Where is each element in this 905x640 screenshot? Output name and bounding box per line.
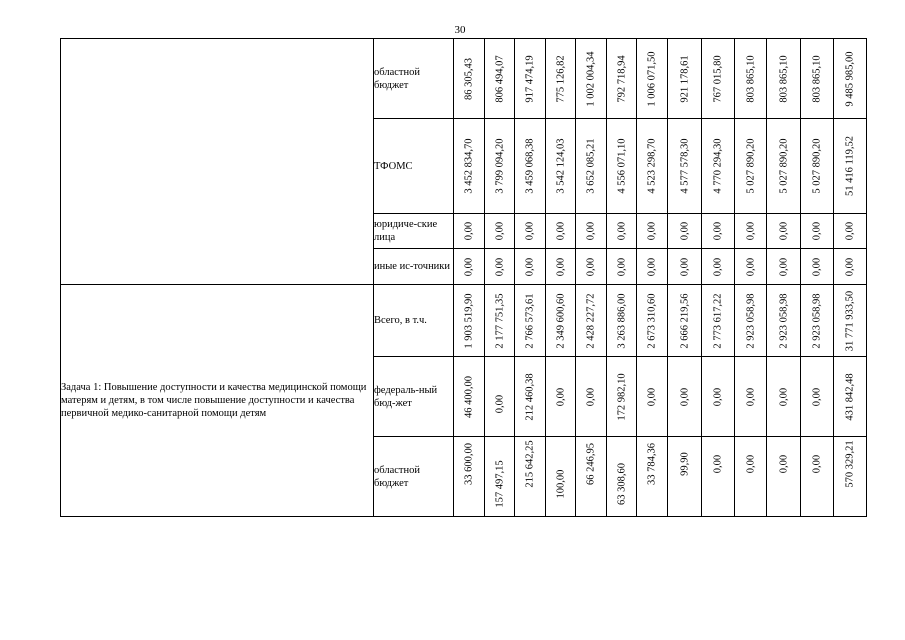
value-text: 46 400,00 (463, 375, 475, 418)
value-text: 0,00 (679, 257, 690, 276)
value-text: 3 652 085,21 (585, 138, 597, 194)
value-text: 0,00 (811, 221, 823, 241)
value-cell (735, 39, 767, 119)
value-cell (576, 285, 607, 357)
value-cell (637, 214, 668, 249)
value-text: 0,00 (778, 387, 789, 406)
value-text: 0,00 (778, 257, 789, 276)
value-cell (834, 214, 867, 249)
value-cell (637, 357, 668, 437)
value-text: 0,00 (745, 221, 756, 241)
value-text: 0,00 (745, 454, 756, 474)
value-cell (485, 214, 515, 249)
value-text: 3 452 834,70 (463, 138, 475, 194)
value-cell (546, 39, 576, 119)
value-cell (485, 39, 515, 119)
value-cell (515, 437, 546, 517)
value-cell (637, 285, 668, 357)
funding-source: иные ис-точники (374, 249, 454, 285)
value-cell (834, 357, 867, 437)
value-text: 157 497,15 (494, 460, 505, 509)
value-cell (576, 357, 607, 437)
value-text: 2 666 219,56 (679, 292, 690, 349)
value-text: 51 416 119,52 (844, 136, 856, 196)
value-text: 3 799 094,20 (494, 138, 505, 194)
value-cell (767, 119, 801, 214)
value-cell (735, 437, 767, 517)
value-cell (485, 285, 515, 357)
value-text: 767 015,80 (712, 54, 724, 103)
value-cell (702, 285, 735, 357)
funding-source: Всего, в т.ч. (374, 285, 454, 357)
value-cell (767, 249, 801, 285)
value-text: 3 263 886,00 (616, 292, 627, 349)
value-cell (515, 119, 546, 214)
value-text: 0,00 (524, 257, 536, 276)
value-text: 0,00 (811, 257, 823, 276)
value-cell (607, 119, 637, 214)
value-text: 33 784,36 (646, 442, 658, 485)
value-cell (515, 214, 546, 249)
budget-table (60, 38, 867, 517)
value-text: 921 178,61 (679, 54, 690, 103)
value-cell (801, 357, 834, 437)
value-cell (801, 249, 834, 285)
value-cell (735, 214, 767, 249)
value-text: 2 923 058,98 (745, 292, 756, 349)
table-row (61, 285, 867, 357)
value-cell (637, 249, 668, 285)
value-text: 63 308,60 (616, 463, 627, 506)
value-text: 0,00 (679, 221, 690, 241)
value-cell (834, 249, 867, 285)
value-cell (668, 437, 702, 517)
value-cell (767, 285, 801, 357)
value-cell (454, 39, 485, 119)
value-cell (668, 119, 702, 214)
value-cell (801, 285, 834, 357)
value-text: 1 002 004,34 (585, 50, 597, 107)
value-cell (515, 249, 546, 285)
value-text: 4 556 071,10 (616, 138, 627, 194)
value-text: 5 027 890,20 (811, 138, 823, 194)
value-cell (485, 437, 515, 517)
value-cell (735, 249, 767, 285)
value-text: 0,00 (463, 221, 475, 241)
value-text: 100,00 (555, 469, 566, 499)
value-text: 0,00 (712, 221, 724, 241)
task-label: Задача 1: Повышение доступности и качества медицинской помощи матерям и детям, в том числе повышение доступности и качества первичной медико-санитарной помощи детям (61, 285, 374, 517)
value-cell (546, 437, 576, 517)
value-cell (607, 357, 637, 437)
value-text: 0,00 (494, 395, 505, 414)
value-cell (702, 119, 735, 214)
value-cell (454, 437, 485, 517)
value-text: 806 494,07 (494, 54, 505, 103)
value-cell (767, 437, 801, 517)
value-text: 0,00 (646, 387, 658, 406)
value-cell (702, 357, 735, 437)
value-text: 5 027 890,20 (745, 138, 756, 194)
value-text: 570 329,21 (844, 440, 856, 488)
value-text: 0,00 (712, 257, 724, 276)
value-text: 0,00 (646, 221, 658, 241)
value-cell (834, 437, 867, 517)
value-text: 5 027 890,20 (778, 138, 789, 194)
value-cell (485, 357, 515, 437)
value-cell (607, 214, 637, 249)
value-cell (485, 119, 515, 214)
value-cell (668, 285, 702, 357)
value-cell (834, 39, 867, 119)
value-text: 803 865,10 (811, 54, 823, 103)
value-cell (546, 357, 576, 437)
value-cell (668, 249, 702, 285)
value-text: 0,00 (712, 387, 724, 406)
value-text: 0,00 (585, 221, 597, 241)
value-cell (702, 214, 735, 249)
value-text: 431 842,48 (844, 372, 856, 421)
value-cell (637, 39, 668, 119)
value-cell (454, 119, 485, 214)
value-text: 0,00 (844, 221, 856, 241)
value-cell (546, 249, 576, 285)
value-cell (767, 214, 801, 249)
value-text: 86 305,43 (463, 57, 475, 100)
value-text: 3 459 068,38 (524, 138, 536, 194)
value-text: 2 177 751,35 (494, 292, 505, 349)
value-cell (801, 39, 834, 119)
value-text: 0,00 (745, 387, 756, 406)
table-row (61, 39, 867, 119)
value-cell (576, 39, 607, 119)
value-text: 0,00 (646, 257, 658, 276)
funding-source: областной бюджет (374, 39, 454, 119)
value-cell (668, 214, 702, 249)
value-text: 0,00 (679, 387, 690, 406)
value-text: 0,00 (811, 454, 823, 474)
value-cell (801, 437, 834, 517)
value-cell (767, 357, 801, 437)
value-text: 0,00 (778, 221, 789, 241)
value-text: 2 428 227,72 (585, 292, 597, 349)
value-text: 0,00 (616, 257, 627, 276)
value-text: 2 673 310,60 (646, 292, 658, 349)
value-text: 0,00 (585, 387, 597, 406)
value-cell (607, 285, 637, 357)
value-text: 0,00 (463, 257, 475, 276)
value-text: 2 766 573,61 (524, 292, 536, 349)
value-text: 0,00 (844, 257, 856, 276)
funding-source: областной бюджет (374, 437, 454, 517)
value-cell (801, 119, 834, 214)
value-text: 1 903 519,90 (463, 292, 475, 349)
value-text: 0,00 (494, 257, 505, 276)
value-text: 0,00 (524, 221, 536, 241)
value-cell (735, 357, 767, 437)
value-cell (454, 357, 485, 437)
value-text: 4 770 294,30 (712, 138, 724, 194)
value-cell (801, 214, 834, 249)
value-text: 0,00 (555, 221, 566, 241)
value-text: 0,00 (811, 387, 823, 406)
value-text: 172 982,10 (616, 372, 627, 421)
value-text: 0,00 (712, 454, 724, 474)
value-cell (546, 214, 576, 249)
value-cell (515, 357, 546, 437)
value-cell (668, 39, 702, 119)
value-cell (454, 249, 485, 285)
value-text: 4 523 298,70 (646, 138, 658, 194)
value-text: 803 865,10 (778, 54, 789, 103)
value-cell (607, 39, 637, 119)
value-cell (637, 119, 668, 214)
value-text: 803 865,10 (745, 54, 756, 103)
value-text: 33 600,00 (463, 442, 475, 485)
funding-source: ТФОМС (374, 119, 454, 214)
value-cell (637, 437, 668, 517)
value-cell (454, 285, 485, 357)
value-text: 2 923 058,98 (811, 292, 823, 349)
value-text: 0,00 (555, 387, 566, 406)
value-cell (735, 285, 767, 357)
funding-source: федераль-ный бюд-жет (374, 357, 454, 437)
value-text: 0,00 (555, 257, 566, 276)
value-cell (702, 39, 735, 119)
value-text: 99,90 (679, 452, 690, 476)
value-cell (607, 249, 637, 285)
value-text: 775 126,82 (555, 54, 566, 103)
value-cell (576, 249, 607, 285)
value-cell (735, 119, 767, 214)
value-text: 0,00 (585, 257, 597, 276)
value-text: 1 006 071,50 (646, 50, 658, 107)
value-cell (702, 437, 735, 517)
value-cell (576, 214, 607, 249)
value-cell (546, 119, 576, 214)
empty-task-cell (61, 39, 374, 285)
value-text: 917 474,19 (524, 54, 536, 103)
value-text: 66 246,95 (585, 442, 597, 485)
value-cell (576, 437, 607, 517)
value-cell (607, 437, 637, 517)
value-cell (515, 39, 546, 119)
value-text: 2 773 617,22 (712, 292, 724, 349)
value-text: 0,00 (616, 221, 627, 241)
value-text: 215 642,25 (524, 440, 536, 488)
value-cell (834, 119, 867, 214)
value-cell (485, 249, 515, 285)
value-text: 212 460,38 (524, 372, 536, 421)
value-cell (454, 214, 485, 249)
value-cell (546, 285, 576, 357)
value-cell (576, 119, 607, 214)
value-cell (767, 39, 801, 119)
value-cell (668, 357, 702, 437)
value-text: 4 577 578,30 (679, 138, 690, 194)
value-cell (834, 285, 867, 357)
page-number: 30 (454, 24, 466, 36)
value-text: 0,00 (494, 221, 505, 241)
value-text: 0,00 (778, 454, 789, 474)
value-text: 2 349 600,60 (555, 292, 566, 349)
value-text: 9 485 985,00 (844, 50, 856, 107)
value-text: 2 923 058,98 (778, 292, 789, 349)
value-text: 3 542 124,03 (555, 138, 566, 194)
value-text: 792 718,94 (616, 54, 627, 103)
value-cell (515, 285, 546, 357)
value-text: 0,00 (745, 257, 756, 276)
value-text: 31 771 933,50 (844, 290, 856, 351)
funding-source: юридиче-ские лица (374, 214, 454, 249)
value-cell (702, 249, 735, 285)
